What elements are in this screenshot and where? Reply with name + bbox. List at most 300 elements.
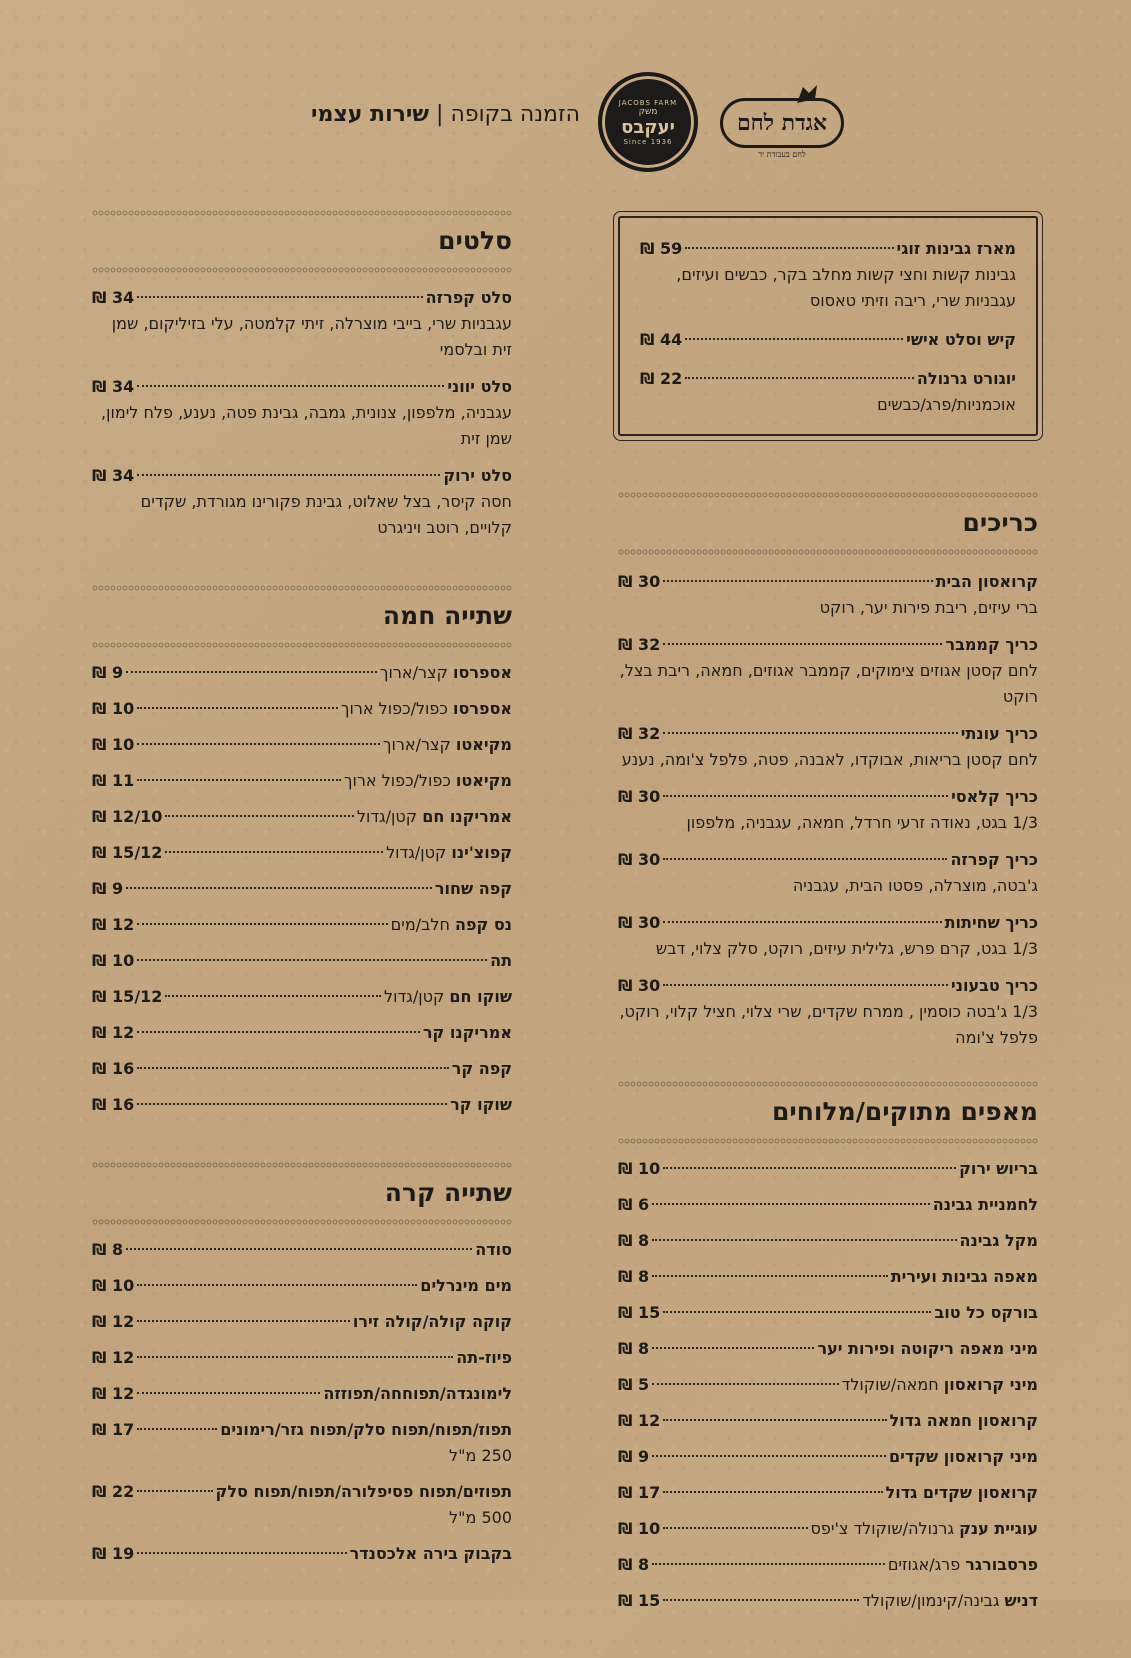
menu-item-row	[92, 768, 512, 794]
price-value: 12	[112, 915, 135, 934]
salads-title: סלטים	[438, 226, 512, 255]
price-value: 10	[112, 1276, 135, 1295]
menu-item-name-text: שוקו קר	[450, 1095, 512, 1114]
currency-symbol: ₪	[92, 1348, 113, 1367]
menu-item-name-text: תפוז/תפוח/תפוח סלק/תפוח גזר/רימונים	[220, 1420, 512, 1439]
agadat-lechem-logo	[720, 98, 844, 159]
menu-item-name	[450, 1092, 512, 1118]
currency-symbol: ₪	[92, 807, 113, 826]
dot-leader	[663, 1167, 956, 1169]
price-value: 30	[638, 572, 661, 591]
currency-symbol: ₪	[618, 635, 639, 654]
menu-item-name-text: קוקה קולה/קולה זירו	[352, 1312, 512, 1331]
menu-item	[92, 463, 512, 541]
menu-item-name	[945, 910, 1038, 936]
menu-item-price	[92, 912, 134, 938]
menu-item-price	[92, 1541, 134, 1567]
dot-leader	[663, 984, 948, 986]
menu-item-name	[817, 1336, 1038, 1362]
menu-item-variant: קטן/גדול	[384, 987, 450, 1006]
menu-item-name	[945, 632, 1038, 658]
menu-item-row	[618, 1300, 1038, 1326]
divider	[92, 1162, 512, 1168]
menu-item-name-text: קפוצ'ינו	[451, 843, 512, 862]
menu-item-price	[618, 1516, 660, 1542]
menu-item-name-text: אמריקנו חם	[422, 807, 512, 826]
dot-leader	[663, 921, 941, 923]
hot-drinks-section	[92, 585, 512, 1118]
menu-item-name	[391, 912, 512, 938]
menu-item-name	[906, 327, 1016, 353]
menu-item-name	[959, 1156, 1038, 1182]
menu-item-row	[92, 1273, 512, 1299]
menu-item	[92, 1381, 512, 1407]
price-value: 59	[660, 239, 683, 258]
dot-leader	[652, 1455, 886, 1457]
menu-item-price	[92, 463, 134, 489]
sandwiches-section	[618, 492, 1038, 1051]
menu-item-row	[618, 1336, 1038, 1362]
menu-item-name	[889, 1444, 1038, 1470]
currency-symbol: ₪	[618, 1591, 639, 1610]
price-value: 17	[112, 1420, 135, 1439]
menu-item-name	[951, 973, 1038, 999]
dot-leader	[663, 1311, 931, 1313]
menu-item	[618, 1516, 1038, 1542]
menu-item-name-text: קרואסון חמאה גדול	[889, 1411, 1038, 1430]
menu-item-name	[897, 236, 1016, 262]
menu-item-row	[92, 374, 512, 400]
price-value: 32	[638, 724, 661, 743]
dot-leader	[685, 377, 914, 379]
menu-item-row	[618, 1516, 1038, 1542]
price-value: 16	[112, 1095, 135, 1114]
agadat-logo-tagline: לחם בעבודת יד	[758, 150, 806, 159]
breakfast-box	[618, 216, 1038, 436]
cold-drinks-title: שתייה קרה	[384, 1178, 512, 1207]
dot-leader	[652, 1275, 888, 1277]
menu-item-row	[618, 1588, 1038, 1614]
menu-item-price	[92, 1273, 134, 1299]
menu-item-variant: כפול/כפול ארוך	[340, 699, 453, 718]
dot-leader	[137, 707, 338, 709]
currency-symbol: ₪	[92, 1095, 113, 1114]
menu-item-row	[618, 1444, 1038, 1470]
menu-item-name	[435, 876, 512, 902]
currency-symbol: ₪	[92, 915, 113, 934]
menu-item-price	[618, 1480, 660, 1506]
menu-item-price	[618, 1264, 649, 1290]
menu-item-variant: פרג/אגוזים	[887, 1555, 966, 1574]
menu-item-row	[618, 847, 1038, 873]
menu-item	[618, 1264, 1038, 1290]
menu-item-name-text: קרואסון הבית	[935, 572, 1038, 591]
currency-symbol: ₪	[92, 1384, 113, 1403]
menu-item-name	[951, 784, 1038, 810]
currency-symbol: ₪	[92, 771, 113, 790]
menu-item	[618, 1408, 1038, 1434]
menu-item-name-text: לחמניית גבינה	[932, 1195, 1038, 1214]
menu-item-description: ג'בטה, מוצרלה, פסטו הבית, עגבניה	[792, 876, 1038, 895]
menu-item-name-text: מקיאטו	[455, 771, 512, 790]
divider	[618, 492, 1038, 498]
menu-item	[92, 1309, 512, 1335]
price-value: 34	[112, 288, 135, 307]
menu-item-name	[420, 1273, 512, 1299]
price-value: 12	[112, 1312, 135, 1331]
menu-item-name-text: קפה שחור	[434, 879, 512, 898]
menu-item-name	[891, 1264, 1038, 1290]
currency-symbol: ₪	[92, 377, 113, 396]
menu-item-name-text: מיני מאפה ריקוטה ופירות יער	[817, 1339, 1038, 1358]
menu-item-price	[640, 236, 682, 262]
menu-item-price	[92, 696, 134, 722]
menu-item-name-text: מאפה גבינות ועירית	[890, 1267, 1038, 1286]
currency-symbol: ₪	[92, 1482, 113, 1501]
menu-item	[92, 374, 512, 452]
menu-item	[618, 721, 1038, 773]
menu-item-description: 250 מ"ל	[449, 1446, 512, 1465]
currency-symbol: ₪	[92, 879, 113, 898]
menu-item-price	[618, 1300, 660, 1326]
currency-symbol: ₪	[92, 1240, 113, 1259]
menu-item-row	[618, 1192, 1038, 1218]
dot-leader	[137, 1392, 320, 1394]
dot-leader	[137, 1490, 212, 1492]
menu-item-variant: כפול/כפול ארוך	[343, 771, 456, 790]
dot-leader	[663, 580, 932, 582]
divider	[92, 267, 512, 273]
menu-item	[92, 1345, 512, 1371]
menu-item-row	[618, 632, 1038, 658]
price-value: 30	[638, 976, 661, 995]
dot-leader	[652, 1347, 814, 1349]
dot-leader	[663, 1491, 882, 1493]
currency-symbol: ₪	[640, 330, 661, 349]
menu-item-name-text: פרסבורגר	[965, 1555, 1038, 1574]
menu-item-name-text: לימונגדה/תפוחחה/תפוזזה	[323, 1384, 512, 1403]
currency-symbol: ₪	[618, 1303, 639, 1322]
currency-symbol: ₪	[618, 1483, 639, 1502]
dot-leader	[137, 1284, 417, 1286]
menu-item-price	[92, 1020, 134, 1046]
menu-item-name	[443, 463, 512, 489]
menu-item-price	[92, 1479, 134, 1505]
price-value: 15/12	[112, 843, 163, 862]
menu-item-name-text: קרואסון שקדים גדול	[885, 1483, 1038, 1502]
menu-item-price	[618, 1444, 649, 1470]
menu-item-description: עגבניות שרי, בייבי מוצרלה, זיתי קלמטה, עלי בזיליקום, שמן זית ובלסמי	[111, 314, 512, 359]
jacobs-logo-since: Since 1936	[623, 137, 673, 146]
menu-item-name	[490, 948, 512, 974]
menu-item-row	[92, 1381, 512, 1407]
menu-item-name-text: כריך קלאסי	[951, 787, 1038, 806]
menu-item-price	[618, 1408, 660, 1434]
currency-symbol: ₪	[618, 1339, 639, 1358]
menu-item-variant: גבינה/קינמון/שוקולד	[862, 1591, 1005, 1610]
dot-leader	[137, 474, 440, 476]
menu-item-name	[220, 1417, 512, 1443]
price-value: 10	[112, 735, 135, 754]
menu-item	[618, 910, 1038, 962]
menu-item	[92, 1417, 512, 1469]
divider	[92, 1219, 512, 1225]
currency-symbol: ₪	[618, 787, 639, 806]
menu-item	[618, 847, 1038, 899]
dot-leader	[126, 1248, 472, 1250]
currency-symbol: ₪	[618, 976, 639, 995]
currency-symbol: ₪	[618, 1447, 639, 1466]
dot-leader	[137, 923, 387, 925]
menu-item	[92, 1092, 512, 1118]
hot-drinks-title: שתייה חמה	[382, 601, 512, 630]
menu-item-description: 1/3 בגט, נאודה זרעי חרדל, חמאה, עגבניה, מלפפון	[686, 813, 1038, 832]
dot-leader	[137, 743, 380, 745]
price-value: 16	[112, 1059, 135, 1078]
menu-item-price	[92, 1237, 123, 1263]
price-value: 6	[638, 1195, 650, 1214]
menu-item	[618, 1336, 1038, 1362]
menu-item	[640, 327, 1016, 353]
menu-item-row	[618, 910, 1038, 936]
right-column	[618, 210, 1038, 1658]
menu-item-variant: גרנולה/שוקולד צ'יפס	[810, 1519, 960, 1538]
menu-item-row	[618, 569, 1038, 595]
menu-item-row	[640, 236, 1016, 262]
menu-item-row	[92, 285, 512, 311]
currency-symbol: ₪	[92, 1023, 113, 1042]
price-value: 8	[638, 1339, 650, 1358]
menu-item-name	[960, 1228, 1038, 1254]
menu-item-row	[640, 366, 1016, 392]
menu-item-price	[92, 1092, 134, 1118]
hot-drinks-list	[92, 660, 512, 1118]
price-value: 9	[112, 879, 124, 898]
price-value: 30	[638, 913, 661, 932]
dot-leader	[137, 1067, 448, 1069]
menu-item-name	[386, 840, 512, 866]
dot-leader	[137, 296, 422, 298]
menu-item-name	[917, 366, 1016, 392]
menu-item	[92, 912, 512, 938]
menu-item-row	[92, 1479, 512, 1505]
menu-item-name-text: קיש וסלט אישי	[906, 330, 1016, 349]
price-value: 12	[112, 1348, 135, 1367]
dot-leader	[652, 1203, 930, 1205]
menu-item-name-text: כריך קממבר	[945, 635, 1038, 654]
menu-item-name	[950, 847, 1038, 873]
menu-item-variant: חמאה/שוקולד	[841, 1375, 944, 1394]
menu-item-price	[618, 784, 660, 810]
dot-leader	[663, 1419, 886, 1421]
menu-item	[92, 804, 512, 830]
dot-leader	[663, 643, 942, 645]
currency-symbol: ₪	[92, 466, 113, 485]
currency-symbol: ₪	[618, 1159, 639, 1178]
agadat-logo-text: אגדת לחם	[736, 110, 828, 136]
currency-symbol: ₪	[618, 724, 639, 743]
cold-drinks-list	[92, 1237, 512, 1567]
menu-item-name-text: מארז גבינות זוגי	[896, 239, 1016, 258]
menu-item-name-text: שוקו חם	[449, 987, 512, 1006]
currency-symbol: ₪	[92, 288, 113, 307]
order-separator: |	[436, 102, 444, 127]
jacobs-logo-name: יעקבס	[621, 116, 675, 138]
dot-leader	[137, 1428, 217, 1430]
menu-item	[618, 1372, 1038, 1398]
menu-item-name-text: אמריקנו קר	[422, 1023, 512, 1042]
sandwiches-title: כריכים	[962, 508, 1038, 537]
jacobs-farm-logo	[598, 72, 698, 172]
divider	[618, 1138, 1038, 1144]
price-value: 10	[112, 951, 135, 970]
menu-item-name	[475, 1237, 512, 1263]
dot-leader	[663, 732, 957, 734]
menu-item-name	[961, 721, 1038, 747]
menu-item	[618, 1192, 1038, 1218]
price-value: 10	[638, 1519, 661, 1538]
currency-symbol: ₪	[618, 1555, 639, 1574]
jacobs-logo-small: משק	[638, 106, 658, 117]
price-value: 10	[638, 1159, 661, 1178]
menu-item-name-text: אספרסו	[452, 699, 512, 718]
order-at-register: הזמנה בקופה	[450, 102, 580, 127]
price-value: 22	[112, 1482, 135, 1501]
currency-symbol: ₪	[92, 1059, 113, 1078]
menu-item-price	[92, 1309, 134, 1335]
currency-symbol: ₪	[618, 1519, 639, 1538]
price-value: 10	[112, 699, 135, 718]
price-value: 17	[638, 1483, 661, 1502]
price-value: 44	[660, 330, 683, 349]
price-value: 30	[638, 787, 661, 806]
menu-item-name-text: סלט ירוק	[443, 466, 512, 485]
divider	[618, 549, 1038, 555]
price-value: 19	[112, 1544, 135, 1563]
currency-symbol: ₪	[92, 951, 113, 970]
menu-item-variant: קצר/ארוך	[382, 735, 456, 754]
menu-item-price	[92, 948, 134, 974]
menu-item	[92, 984, 512, 1010]
menu-item-price	[618, 910, 660, 936]
menu-item-row	[618, 1264, 1038, 1290]
menu-item-price	[618, 1228, 649, 1254]
menu-item-row	[92, 1237, 512, 1263]
menu-item	[92, 1237, 512, 1263]
dot-leader	[137, 1356, 453, 1358]
menu-item-row	[92, 912, 512, 938]
pastries-section	[618, 1081, 1038, 1614]
menu-item-row	[92, 804, 512, 830]
dot-leader	[137, 1320, 350, 1322]
price-value: 32	[638, 635, 661, 654]
currency-symbol: ₪	[640, 239, 661, 258]
self-service: שירות עצמי	[310, 102, 430, 127]
price-value: 5	[638, 1375, 650, 1394]
menu-item-row	[618, 1480, 1038, 1506]
menu-item-row	[92, 1020, 512, 1046]
dot-leader	[137, 1103, 447, 1105]
currency-symbol: ₪	[640, 369, 661, 388]
menu-item-row	[92, 840, 512, 866]
dot-leader	[663, 795, 948, 797]
currency-symbol: ₪	[618, 1195, 639, 1214]
divider	[92, 642, 512, 648]
menu-item	[618, 1444, 1038, 1470]
menu-item-row	[618, 1552, 1038, 1578]
menu-item-name	[353, 1309, 512, 1335]
menu-item	[618, 1228, 1038, 1254]
menu-item-name-text: מיני קרואסון	[943, 1375, 1038, 1394]
menu-item-price	[92, 285, 134, 311]
currency-symbol: ₪	[618, 1375, 639, 1394]
menu-item-row	[92, 463, 512, 489]
menu-item-row	[618, 973, 1038, 999]
menu-item-row	[92, 1541, 512, 1567]
menu-item-name-text: מיני קרואסון שקדים	[889, 1447, 1038, 1466]
menu-item	[92, 1479, 512, 1531]
menu-item-name	[323, 1381, 512, 1407]
menu-item-name	[216, 1479, 512, 1505]
menu-item-name	[842, 1372, 1038, 1398]
menu-item-price	[618, 1336, 649, 1362]
price-value: 8	[638, 1267, 650, 1286]
menu-item-name	[384, 984, 512, 1010]
menu-item-variant: קצר/ארוך	[379, 663, 453, 682]
menu-item-variant: קטן/גדול	[356, 807, 423, 826]
menu-item-price	[640, 327, 682, 353]
menu-item-price	[92, 1417, 134, 1443]
currency-symbol: ₪	[618, 1411, 639, 1430]
pastries-list	[618, 1156, 1038, 1614]
menu-item	[92, 876, 512, 902]
price-value: 15	[638, 1303, 661, 1322]
currency-symbol: ₪	[92, 735, 113, 754]
menu-item-name-text: כריך שחיתות	[944, 913, 1038, 932]
menu-item-description: 500 מ"ל	[449, 1508, 512, 1527]
left-column	[92, 210, 512, 1611]
menu-item-name-text: מקל גבינה	[959, 1231, 1038, 1250]
menu-item-description: חסה קיסר, בצל שאלוט, גבינת פקורינו מגורדת, שקדים קלויים, רוטב ויניגרט	[140, 492, 512, 537]
menu-item-name-text: תפוזים/תפוח פסיפלורה/תפוח/תפוח סלק	[215, 1482, 512, 1501]
currency-symbol: ₪	[92, 1544, 113, 1563]
menu-item-name-text: דניש	[1004, 1591, 1038, 1610]
menu-item-name	[383, 732, 512, 758]
menu-item-name-text: עוגיית ענק	[959, 1519, 1038, 1538]
menu-item-price	[92, 984, 162, 1010]
menu-item-name	[357, 804, 512, 830]
menu-item-name	[452, 1056, 512, 1082]
menu-item-name	[811, 1516, 1038, 1542]
menu-item-name-text: מקיאטו	[455, 735, 512, 754]
menu-item-name	[862, 1588, 1038, 1614]
menu-item-name	[380, 660, 512, 686]
currency-symbol: ₪	[618, 913, 639, 932]
menu-item	[92, 285, 512, 363]
menu-item	[92, 696, 512, 722]
menu-item-name	[936, 569, 1038, 595]
menu-item-price	[618, 847, 660, 873]
menu-item-name-text: נס קפה	[455, 915, 512, 934]
menu-item-price	[92, 1345, 134, 1371]
price-value: 15	[638, 1591, 661, 1610]
menu-item-price	[92, 1056, 134, 1082]
dot-leader	[652, 1383, 838, 1385]
currency-symbol: ₪	[92, 1276, 113, 1295]
menu-item-row	[92, 1056, 512, 1082]
menu-item	[92, 948, 512, 974]
menu-item-row	[92, 732, 512, 758]
